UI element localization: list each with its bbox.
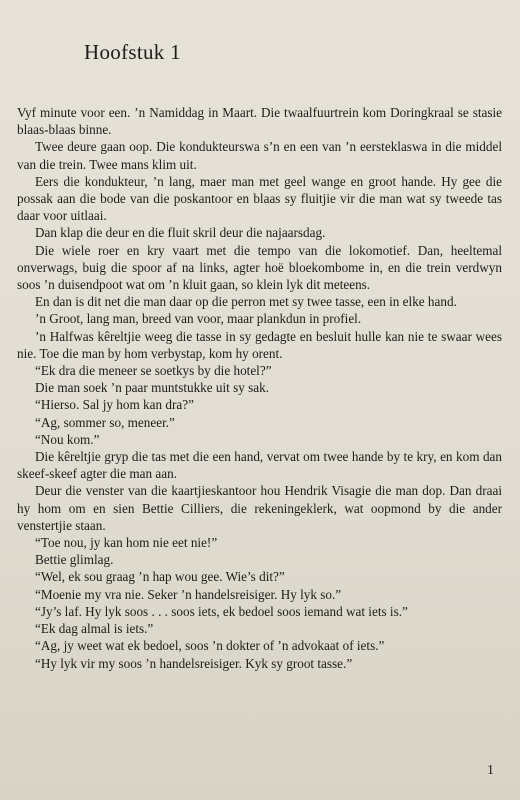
paragraph: “Ek dag almal is iets.”	[35, 621, 154, 637]
paragraph: “Hy lyk vir my soos ’n handelsreisiger. Kyk sy groot tasse.”	[35, 655, 353, 671]
paragraph: “Ek dra die meneer se soetkys by die hotel?”	[35, 363, 272, 379]
paragraph: “Jy’s laf. Hy lyk soos . . . soos iets, ek bedoel soos iemand wat iets is.”	[35, 603, 408, 619]
paragraph: Die man soek ’n paar muntstukke uit sy sak.	[35, 380, 270, 396]
page-number: 1	[487, 763, 494, 778]
paragraph: “Nou kom.”	[35, 431, 100, 447]
paragraph: Eers die kondukteur, ’n lang, maer man met geel wange en groot hande. Hy gee die possak aan die bode van die poskantoor en blaas sy fluitjie vir die man wat sy tweede tas daar voor uitlaai.	[17, 173, 502, 224]
paragraph: ’n Groot, lang man, breed van voor, maar plankdun in profiel.	[35, 311, 362, 327]
paragraph: Dan klap die deur en die fluit skril deur die najaarsdag.	[35, 225, 326, 241]
paragraph: Twee deure gaan oop. Die kondukteurswa s’n en een van ’n eersteklaswa in die middel van die trein. Twee mans klim uit.	[17, 139, 502, 172]
paragraph: “Hierso. Sal jy hom kan dra?”	[35, 397, 194, 413]
paragraph: “Toe nou, jy kan hom nie eet nie!”	[35, 535, 218, 551]
paragraph: Die wiele roer en kry vaart met die tempo van die lokomotief. Dan, heeltemal onverwags, buig die spoor af na links, agter hoë bloekombome in, en die trein verdwyn soos ’n duisendpoot wat om ’n kluit gaan, so klein lyk dit meteens.	[17, 242, 502, 293]
paragraph: ’n Halfwas kêreltjie weeg die tasse in sy gedagte en besluit hulle kan nie te swaar wees nie. Toe die man by hom verbystap, kom hy orent.	[17, 328, 502, 361]
paragraph: Vyf minute voor een. ’n Namiddag in Maart. Die twaalfuurtrein kom Doringkraal se stasie blaas-blaas binne.	[17, 105, 502, 138]
chapter-title: Hoofstuk 1	[84, 40, 181, 64]
paragraph: “Wel, ek sou graag ’n hap wou gee. Wie’s dit?”	[35, 569, 285, 585]
paragraph: Bettie glimlag.	[35, 552, 114, 568]
paragraph: “Ag, jy weet wat ek bedoel, soos ’n dokter of ’n advokaat of iets.”	[35, 638, 385, 654]
paragraph: En dan is dit net die man daar op die perron met sy twee tasse, een in elke hand.	[35, 294, 457, 310]
paragraph: Die kêreltjie gryp die tas met die een hand, vervat om twee hande by te kry, en kom dan skeef-skeef agter die man aan.	[17, 449, 502, 482]
paragraph: “Ag, sommer so, meneer.”	[35, 414, 175, 430]
paragraph: Deur die venster van die kaartjieskantoor hou Hendrik Visagie die man dop. Dan draai hy hom om en sien Bettie Cilliers, die rekeningeklerk, wat oopmond by die ander venstertjie staan.	[17, 483, 502, 533]
body-text	[17, 104, 502, 672]
paragraph: “Moenie my vra nie. Seker ’n handelsreisiger. Hy lyk so.”	[35, 586, 342, 602]
